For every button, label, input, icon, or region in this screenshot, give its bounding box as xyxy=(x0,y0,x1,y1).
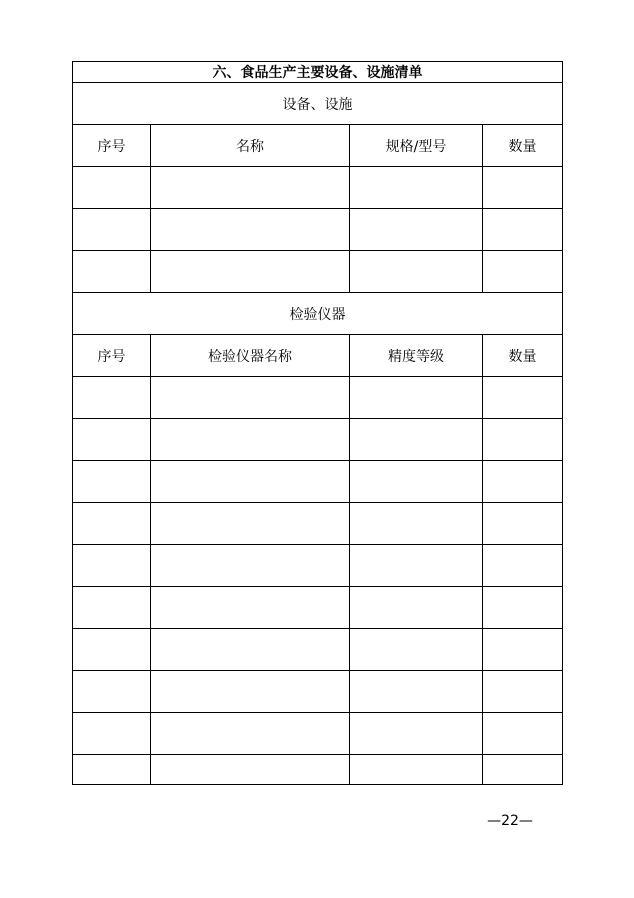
table-cell xyxy=(483,167,563,209)
table-cell xyxy=(73,461,151,503)
document-title: 六、食品生产主要设备、设施清单 xyxy=(73,62,563,83)
table-cell xyxy=(73,671,151,713)
column-header-name: 名称 xyxy=(151,125,350,167)
table-cell xyxy=(483,209,563,251)
table-row xyxy=(73,713,563,755)
table-cell xyxy=(151,377,350,419)
table-cell xyxy=(350,209,483,251)
table-cell xyxy=(73,167,151,209)
table-cell xyxy=(151,545,350,587)
table-cell xyxy=(350,713,483,755)
section-heading-row xyxy=(73,83,563,125)
table-cell xyxy=(151,461,350,503)
table-cell xyxy=(151,503,350,545)
column-header-model: 规格/型号 xyxy=(350,125,483,167)
table-cell xyxy=(73,545,151,587)
column-header-serial: 序号 xyxy=(73,335,151,377)
table-cell xyxy=(350,587,483,629)
column-header-quantity: 数量 xyxy=(483,125,563,167)
table-cell xyxy=(73,419,151,461)
table-row xyxy=(73,755,563,785)
table-cell xyxy=(350,377,483,419)
equipment-list-table xyxy=(72,61,563,785)
table-cell xyxy=(350,755,483,785)
table-cell xyxy=(483,377,563,419)
table-row xyxy=(73,671,563,713)
table-cell xyxy=(73,629,151,671)
table-cell xyxy=(483,419,563,461)
table-cell xyxy=(151,671,350,713)
column-header-instrument-name: 检验仪器名称 xyxy=(151,335,350,377)
table-cell xyxy=(350,503,483,545)
table-cell xyxy=(151,755,350,785)
table-cell xyxy=(350,545,483,587)
table-cell xyxy=(73,755,151,785)
table-cell xyxy=(483,629,563,671)
table-cell xyxy=(151,587,350,629)
table-row xyxy=(73,461,563,503)
table-cell xyxy=(350,251,483,293)
table-row xyxy=(73,209,563,251)
table-cell xyxy=(73,209,151,251)
column-header-serial: 序号 xyxy=(73,125,151,167)
table-cell xyxy=(483,545,563,587)
table-cell xyxy=(73,251,151,293)
equipment-header-row xyxy=(73,125,563,167)
table-cell xyxy=(151,629,350,671)
table-cell xyxy=(350,167,483,209)
table-cell xyxy=(483,461,563,503)
table-cell xyxy=(483,503,563,545)
table-cell xyxy=(73,713,151,755)
title-row xyxy=(73,62,563,83)
equipment-section-heading: 设备、设施 xyxy=(73,83,563,125)
table-cell xyxy=(73,587,151,629)
table-cell xyxy=(350,419,483,461)
instrument-section-heading: 检验仪器 xyxy=(73,293,563,335)
table-row xyxy=(73,167,563,209)
table-cell xyxy=(73,503,151,545)
table-cell xyxy=(151,419,350,461)
table-row xyxy=(73,503,563,545)
table-cell xyxy=(483,671,563,713)
column-header-precision-grade: 精度等级 xyxy=(350,335,483,377)
table-row xyxy=(73,545,563,587)
table-cell xyxy=(483,251,563,293)
table-row xyxy=(73,251,563,293)
table-row xyxy=(73,377,563,419)
table-cell xyxy=(483,587,563,629)
column-header-quantity: 数量 xyxy=(483,335,563,377)
table-cell xyxy=(151,251,350,293)
table-cell xyxy=(483,755,563,785)
table-cell xyxy=(151,209,350,251)
table-cell xyxy=(151,167,350,209)
table-cell xyxy=(151,713,350,755)
table-cell xyxy=(350,671,483,713)
table-cell xyxy=(483,713,563,755)
table-row xyxy=(73,587,563,629)
table-row xyxy=(73,419,563,461)
page-number: —22— xyxy=(487,813,533,829)
table-cell xyxy=(73,377,151,419)
section-heading-row xyxy=(73,293,563,335)
table-row xyxy=(73,629,563,671)
instrument-header-row xyxy=(73,335,563,377)
table-cell xyxy=(350,629,483,671)
table-cell xyxy=(350,461,483,503)
